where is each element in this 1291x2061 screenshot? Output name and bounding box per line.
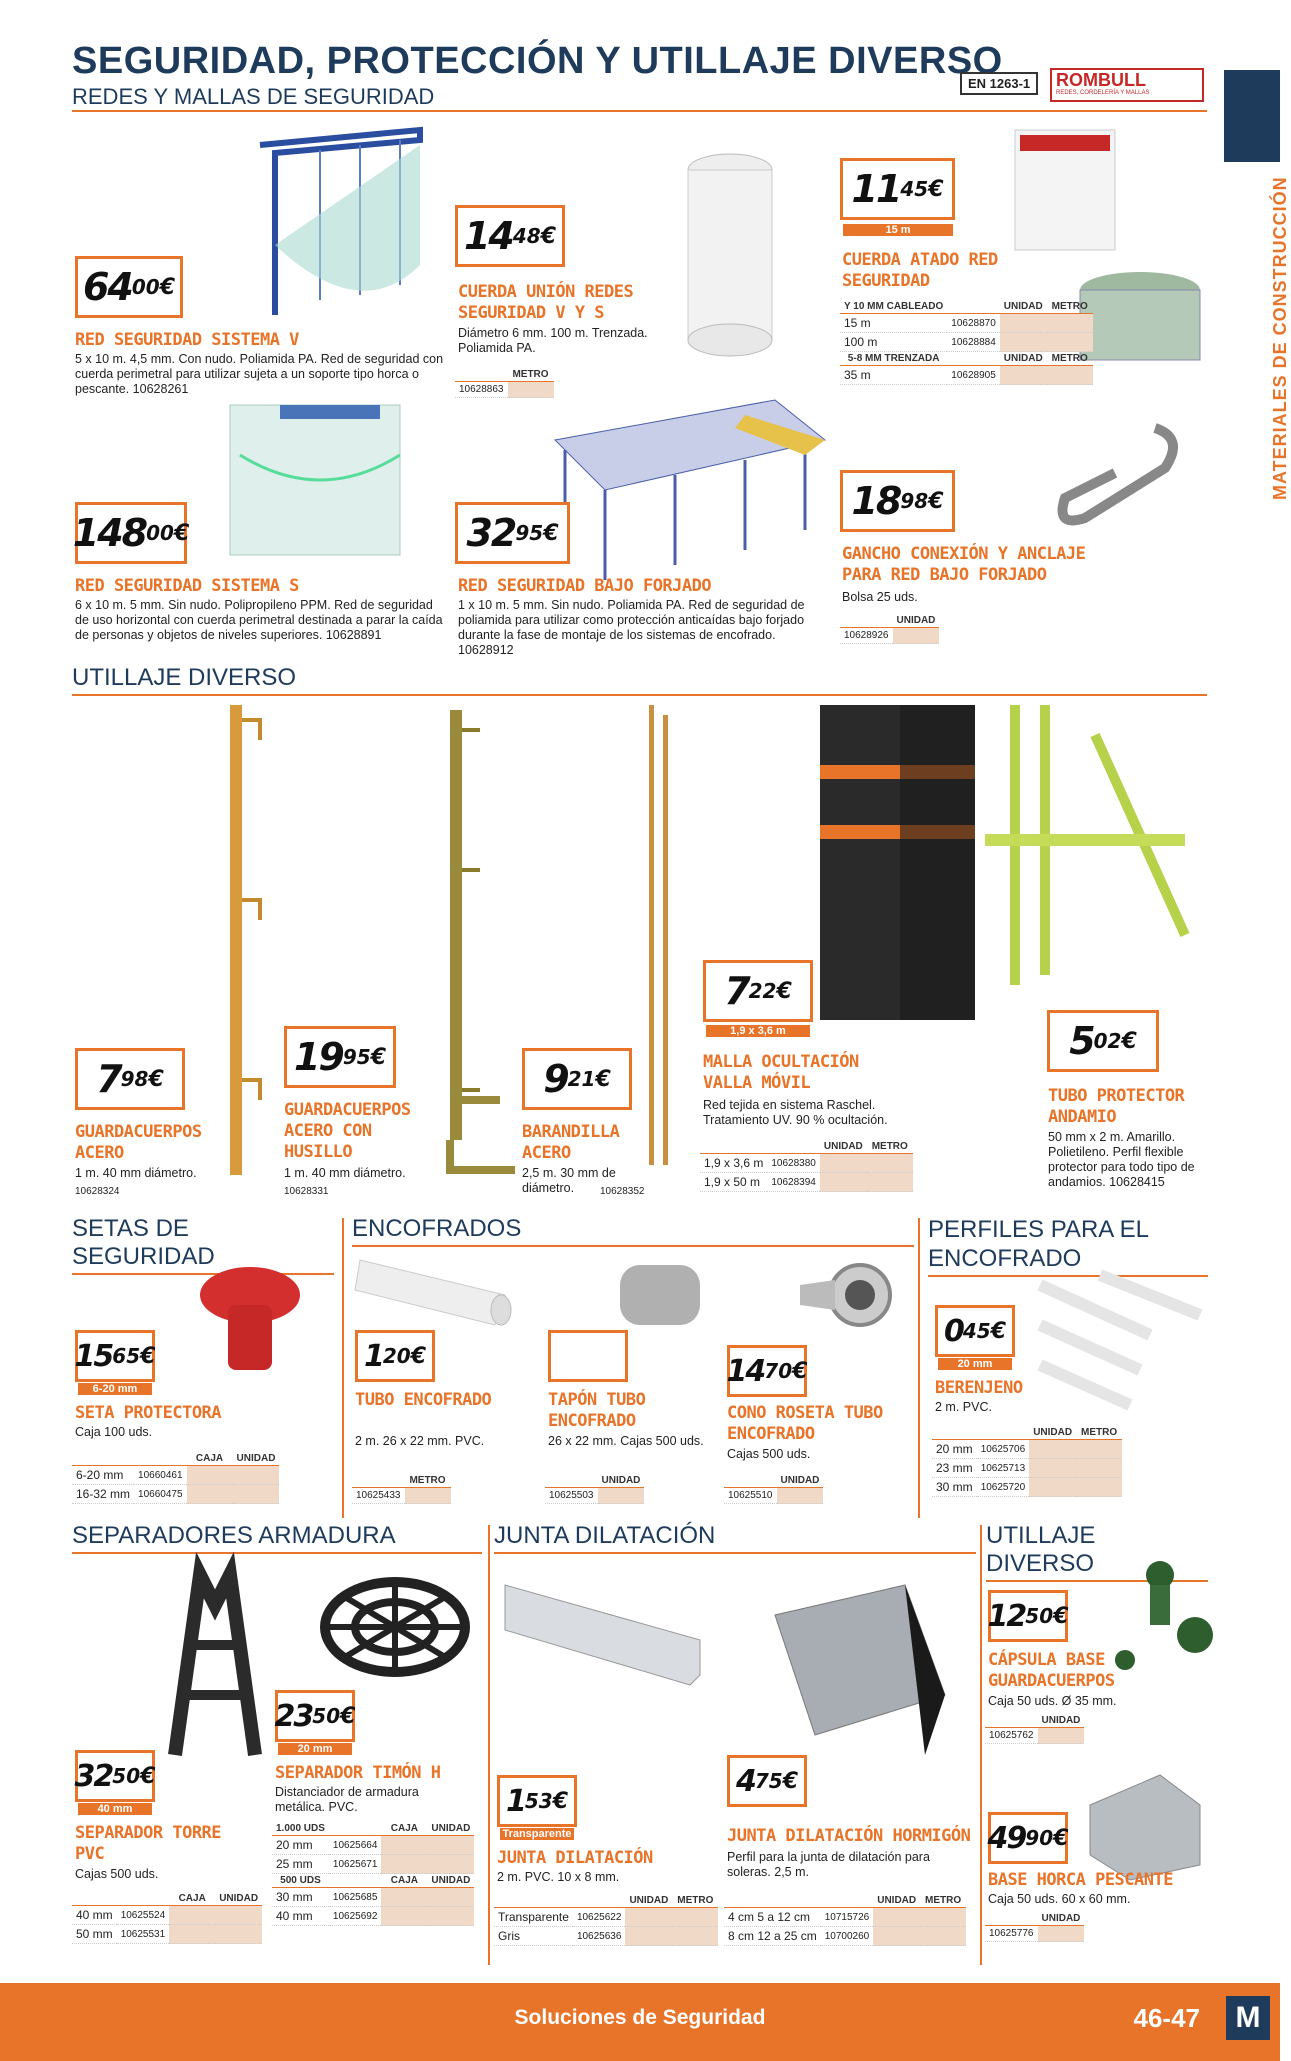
page-title: SEGURIDAD, PROTECCIÓN Y UTILLAJE DIVERSO <box>72 40 1003 82</box>
name-red-forjado: RED SEGURIDAD BAJO FORJADO <box>458 576 712 596</box>
price-cono: 14 70 € <box>727 1345 807 1397</box>
base-horca-image <box>1080 1765 1210 1885</box>
desc-cuerda-union: Diámetro 6 mm. 100 m. Trenzada. Poliamida PA. <box>458 326 648 355</box>
tag-sep-torre: 40 mm <box>78 1803 152 1815</box>
price-tapon-blank <box>548 1330 628 1382</box>
side-tab <box>1224 70 1280 162</box>
price-guarda-acero: 7 98 € <box>75 1048 185 1110</box>
tapon-image <box>610 1255 710 1335</box>
table-row: 40 mm 10625692 <box>272 1907 474 1926</box>
table-row: 40 mm 10625524 <box>72 1906 262 1925</box>
name-sep-torre: SEPARADOR TORRE PVC <box>75 1823 222 1864</box>
red-sistema-v-image <box>240 125 440 325</box>
gancho-image <box>1045 418 1195 538</box>
desc-junta-horm: Perfil para la junta de dilatación para soleras. 2,5 m. <box>727 1850 930 1879</box>
table-sep-timon: 1.000 UDS CAJA UNIDAD 20 mm 10625664 25 mm 10625671 500 UDS CAJA UNIDAD 30 mm 10625685 40 mm 10625692 <box>272 1822 474 1926</box>
table-row: 16-32 mm 10660475 <box>72 1485 279 1504</box>
section-junta: JUNTA DILATACIÓN <box>494 1522 976 1554</box>
table-row: 1,9 x 50 m 10628394 <box>700 1173 913 1192</box>
code-guarda-husillo: 10628331 <box>284 1186 329 1197</box>
desc-tapon: 26 x 22 mm. Cajas 500 uds. <box>548 1434 704 1448</box>
tag-cuerda-atado: 15 m <box>843 224 953 236</box>
table-row: 30 mm 10625685 <box>272 1888 474 1907</box>
norm-badge: EN 1263-1 <box>960 72 1038 95</box>
name-berenjeno: BERENJENO <box>935 1378 1023 1398</box>
name-base-horca: BASE HORCA PESCANTE <box>988 1870 1173 1890</box>
brand-logo: ROMBULL REDES, CORDELERÍA Y MALLAS <box>1050 68 1204 102</box>
table-seta: CAJA UNIDAD 6-20 mm 10660461 16-32 mm 10660475 <box>72 1452 279 1504</box>
table-tubo-enc: METRO 10625433 <box>352 1474 451 1504</box>
divider <box>488 1525 490 1965</box>
price-red-s: 148 00 € <box>75 502 187 564</box>
junta-hormigon-image <box>775 1585 955 1760</box>
name-red-s: RED SEGURIDAD SISTEMA S <box>75 576 299 596</box>
tag-malla: 1,9 x 3,6 m <box>706 1025 810 1037</box>
price-tubo-enc: 1 20 € <box>355 1330 435 1382</box>
table-junta: UNIDAD METRO Transparente 10625622 Gris 10625636 <box>494 1894 718 1946</box>
name-tapon: TAPÓN TUBO ENCOFRADO <box>548 1390 646 1431</box>
price-cuerda-atado: 11 45 € <box>840 158 955 220</box>
name-barandilla: BARANDILLA ACERO <box>522 1122 620 1163</box>
section-encofrados: ENCOFRADOS <box>352 1215 914 1247</box>
cuerda-union-image <box>675 150 785 360</box>
price-berenjeno: 0 45 € <box>935 1305 1015 1357</box>
name-cuerda-atado: CUERDA ATADO RED SEGURIDAD <box>842 250 998 291</box>
divider <box>342 1218 344 1518</box>
junta-dilatacion-image <box>500 1580 710 1690</box>
desc-guarda-husillo: 1 m. 40 mm diámetro. <box>284 1166 406 1180</box>
desc-red-s: 6 x 10 m. 5 mm. Sin nudo. Polipropileno PPM. Red de seguridad de uso horizontal con cuerda perimetral destinada a parar la caída de personas y objetos de niveles superiores. 10628891 <box>75 598 443 642</box>
name-gancho: GANCHO CONEXIÓN Y ANCLAJE PARA RED BAJO FORJADO <box>842 544 1086 585</box>
desc-sep-timon: Distanciador de armadura metálica. PVC. <box>275 1785 419 1814</box>
barandilla-image <box>645 700 675 1170</box>
code-guarda-acero: 10628324 <box>75 1186 120 1197</box>
table-row: 15 m 10628870 <box>840 314 1093 333</box>
name-sep-timon: SEPARADOR TIMÓN H <box>275 1763 441 1783</box>
price-red-v: 64 00 € <box>75 256 183 318</box>
table-cuerda-union: METRO 10628863 <box>455 368 554 398</box>
divider <box>918 1218 920 1518</box>
price-cuerda-union: 14 48 € <box>455 205 565 267</box>
separador-timon-image <box>320 1572 470 1682</box>
table-row: 50 mm 10625531 <box>72 1925 262 1944</box>
desc-cono: Cajas 500 uds. <box>727 1447 811 1461</box>
name-junta-horm: JUNTA DILATACIÓN HORMIGÓN <box>727 1826 971 1846</box>
name-malla: MALLA OCULTACIÓN VALLA MÓVIL <box>703 1052 859 1093</box>
price-gancho: 18 98 € <box>840 470 955 532</box>
table-row: Gris 10625636 <box>494 1927 718 1946</box>
table-row: 4 cm 5 a 12 cm 10715726 <box>724 1908 966 1927</box>
table-base-horca: UNIDAD 10625776 <box>985 1912 1084 1942</box>
table-row: 8 cm 12 a 25 cm 10700260 <box>724 1927 966 1946</box>
desc-seta: Caja 100 uds. <box>75 1425 153 1439</box>
red-sistema-s-image <box>220 395 420 565</box>
footer-logo: M <box>1226 1996 1270 2040</box>
tag-junta: Transparente <box>500 1828 574 1840</box>
table-tapon: UNIDAD 10625503 <box>545 1474 644 1504</box>
header-rule <box>72 110 1207 112</box>
name-guarda-acero: GUARDACUERPOS ACERO <box>75 1122 202 1163</box>
price-barandilla: 9 21 € <box>522 1048 632 1110</box>
tubo-encofrado-image <box>355 1250 520 1330</box>
page-subtitle: REDES Y MALLAS DE SEGURIDAD <box>72 84 435 109</box>
tag-seta: 6-20 mm <box>78 1383 152 1395</box>
guardacuerpos-husillo-image <box>420 700 520 1180</box>
name-cono: CONO ROSETA TUBO ENCOFRADO <box>727 1403 883 1444</box>
table-capsula: UNIDAD 10625762 <box>985 1714 1084 1744</box>
name-tubo-protector: TUBO PROTECTOR ANDAMIO <box>1048 1086 1185 1127</box>
code-barandilla: 10628352 <box>600 1186 645 1197</box>
desc-sep-torre: Cajas 500 uds. <box>75 1867 159 1881</box>
desc-barandilla: 2,5 m. 30 mm de diámetro. <box>522 1166 616 1195</box>
table-cono: UNIDAD 10625510 <box>724 1474 823 1504</box>
price-malla: 7 22 € <box>703 960 813 1022</box>
price-tubo-protector: 5 02 € <box>1047 1010 1159 1072</box>
desc-malla: Red tejida en sistema Raschel. Tratamiento UV. 90 % ocultación. <box>703 1098 888 1127</box>
desc-berenjeno: 2 m. PVC. <box>935 1400 992 1414</box>
table-junta-horm: UNIDAD METRO 4 cm 5 a 12 cm 10715726 8 cm 12 a 25 cm 10700260 <box>724 1894 966 1946</box>
table-row: 20 mm 10625706 <box>932 1440 1122 1459</box>
tubo-protector-image <box>985 705 1195 1005</box>
price-red-forjado: 32 95 € <box>455 502 570 564</box>
name-cuerda-union: CUERDA UNIÓN REDES SEGURIDAD V Y S <box>458 282 634 323</box>
price-sep-torre: 32 50 € <box>75 1750 155 1802</box>
section-perfiles: PERFILES PARA EL ENCOFRADO <box>928 1215 1208 1277</box>
table-row: Transparente 10625622 <box>494 1908 718 1927</box>
name-tubo-enc: TUBO ENCOFRADO <box>355 1390 492 1410</box>
price-base-horca: 49 90 € <box>988 1812 1068 1864</box>
tag-berenjeno: 20 mm <box>938 1358 1012 1370</box>
price-capsula: 12 50 € <box>988 1590 1068 1642</box>
name-guarda-husillo: GUARDACUERPOS ACERO CON HUSILLO <box>284 1100 411 1162</box>
table-row: 6-20 mm 10660461 <box>72 1466 279 1485</box>
table-berenjeno: UNIDAD METRO 20 mm 10625706 23 mm 10625713 30 mm 10625720 <box>932 1426 1122 1497</box>
divider <box>980 1525 982 1965</box>
price-sep-timon: 23 50 € <box>275 1690 355 1742</box>
desc-junta: 2 m. PVC. 10 x 8 mm. <box>497 1870 620 1884</box>
desc-red-v: 5 x 10 m. 4,5 mm. Con nudo. Poliamida PA. Red de seguridad con cuerda perimetral para utilizar sujeta a un soporte tipo horca o pescante. 10628261 <box>75 352 444 396</box>
price-seta: 15 65 € <box>75 1330 155 1382</box>
table-row: 30 mm 10625720 <box>932 1478 1122 1497</box>
section-setas: SETAS DE SEGURIDAD <box>72 1215 334 1275</box>
section-utillaje-2: UTILLAJE DIVERSO <box>986 1522 1208 1582</box>
desc-base-horca: Caja 50 uds. 60 x 60 mm. <box>988 1892 1131 1906</box>
desc-gancho: Bolsa 25 uds. <box>842 590 918 604</box>
table-cuerda-atado: Y 10 MM CABLEADO UNIDAD METRO 15 m 10628870 100 m 10628884 5-8 MM TRENZADA UNIDAD METRO 35 m 10628905 <box>840 300 1093 385</box>
page-number: 46-47 <box>1133 2003 1200 2033</box>
table-row: 20 mm 10625664 <box>272 1836 474 1855</box>
separador-torre-image <box>155 1565 275 1765</box>
table-gancho: UNIDAD 10628926 <box>840 614 939 644</box>
red-forjado-image <box>545 380 835 580</box>
table-row: 23 mm 10625713 <box>932 1459 1122 1478</box>
name-seta: SETA PROTECTORA <box>75 1403 222 1423</box>
tag-sep-timon: 20 mm <box>278 1743 352 1755</box>
table-row: 25 mm 10625671 <box>272 1855 474 1874</box>
price-junta: 1 53 € <box>497 1775 577 1827</box>
section-utillaje-1: UTILLAJE DIVERSO <box>72 664 1207 696</box>
cono-image <box>790 1250 900 1350</box>
table-row: 100 m 10628884 <box>840 333 1093 352</box>
table-sep-torre: CAJA UNIDAD 40 mm 10625524 50 mm 10625531 <box>72 1892 262 1944</box>
name-capsula: CÁPSULA BASE GUARDACUERPOS <box>988 1650 1115 1691</box>
name-red-v: RED SEGURIDAD SISTEMA V <box>75 330 299 350</box>
guardacuerpos-acero-image <box>220 700 270 1180</box>
desc-tubo-protector: 50 mm x 2 m. Amarillo. Polietileno. Perfil flexible protector para todo tipo de andamios. 10628415 <box>1048 1130 1195 1189</box>
table-malla: UNIDAD METRO 1,9 x 3,6 m 10628380 1,9 x 50 m 10628394 <box>700 1140 913 1192</box>
desc-guarda-acero: 1 m. 40 mm diámetro. <box>75 1166 197 1180</box>
price-guarda-husillo: 19 95 € <box>284 1026 396 1088</box>
footer-text: Soluciones de Seguridad <box>514 2006 766 2029</box>
table-row: 35 m 10628905 <box>840 366 1093 385</box>
malla-image <box>820 705 975 1020</box>
seta-image <box>195 1265 305 1375</box>
price-junta-horm: 4 75 € <box>727 1755 807 1807</box>
desc-red-forjado: 1 x 10 m. 5 mm. Sin nudo. Poliamida PA. Red de seguridad de poliamida para utilizar como protección anticaídas bajo forjado durante la fase de montaje de los sistemas de encofrado. 10628912 <box>458 598 805 657</box>
desc-capsula: Caja 50 uds. Ø 35 mm. <box>988 1694 1117 1708</box>
table-row: 1,9 x 3,6 m 10628380 <box>700 1154 913 1173</box>
desc-tubo-enc: 2 m. 26 x 22 mm. PVC. <box>355 1434 485 1448</box>
name-junta: JUNTA DILATACIÓN <box>497 1848 653 1868</box>
section-separadores: SEPARADORES ARMADURA <box>72 1522 482 1554</box>
